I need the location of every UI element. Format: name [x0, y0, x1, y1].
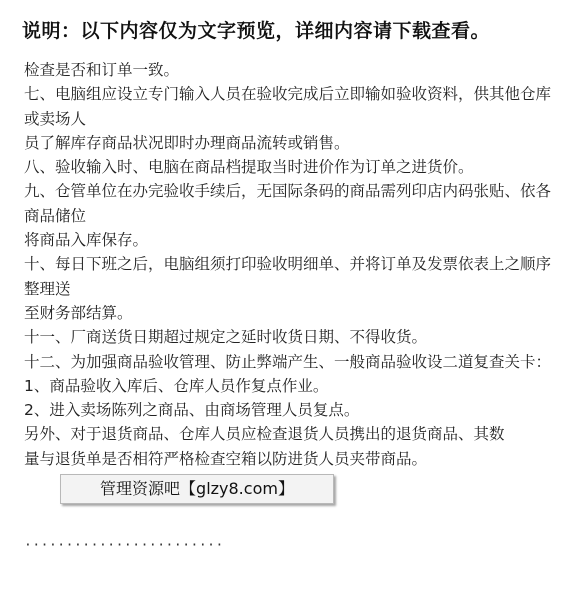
document-line: 十、每日下班之后，电脑组须打印验收明细单、并将订单及发票依表上之顺序整理送 [24, 255, 552, 298]
document-line: 2、进入卖场陈列之商品、由商场管理人员复点。 [24, 401, 360, 420]
document-line: 至财务部结算。 [24, 303, 133, 322]
document-line: 十一、厂商送货日期超过规定之延时收货日期、不得收货。 [24, 328, 428, 347]
preview-notice: 说明：以下内容仅为文字预览，详细内容请下载查看。 [22, 20, 491, 42]
document-line: 九、仓管单位在办完验收手续后，无国际条码的商品需列印店内码张贴、依各商品储位 [24, 182, 552, 225]
document-line: 员了解库存商品状况即时办理商品流转或销售。 [24, 133, 350, 152]
document-line: 七、电脑组应设立专门输入人员在验收完成后立即输如验收资料，供其他仓库或卖场人 [24, 85, 552, 128]
document-line: 检查是否和订单一致。 [24, 61, 180, 79]
document-line: 八、验收输入时、电脑在商品档提取当时进价作为订单之进货价。 [24, 158, 474, 177]
ellipsis-dots: ························ [24, 538, 224, 553]
document-line: 量与退货单是否相符严格检查空箱以防进货人员夹带商品。 [24, 449, 428, 468]
document-line: 将商品入库保存。 [24, 231, 149, 250]
document-line: 十二、为加强商品验收管理、防止弊端产生、一般商品验收设二道复查关卡： [24, 352, 552, 371]
watermark-link[interactable]: 管理资源吧【glzy8.com】 [60, 474, 334, 504]
document-line: 另外、对于退货商品、仓库人员应检查退货人员携出的退货商品、其数 [24, 425, 505, 444]
document-line: 1、商品验收入库后、仓库人员作复点作业。 [24, 376, 329, 395]
document-body [24, 58, 564, 471]
